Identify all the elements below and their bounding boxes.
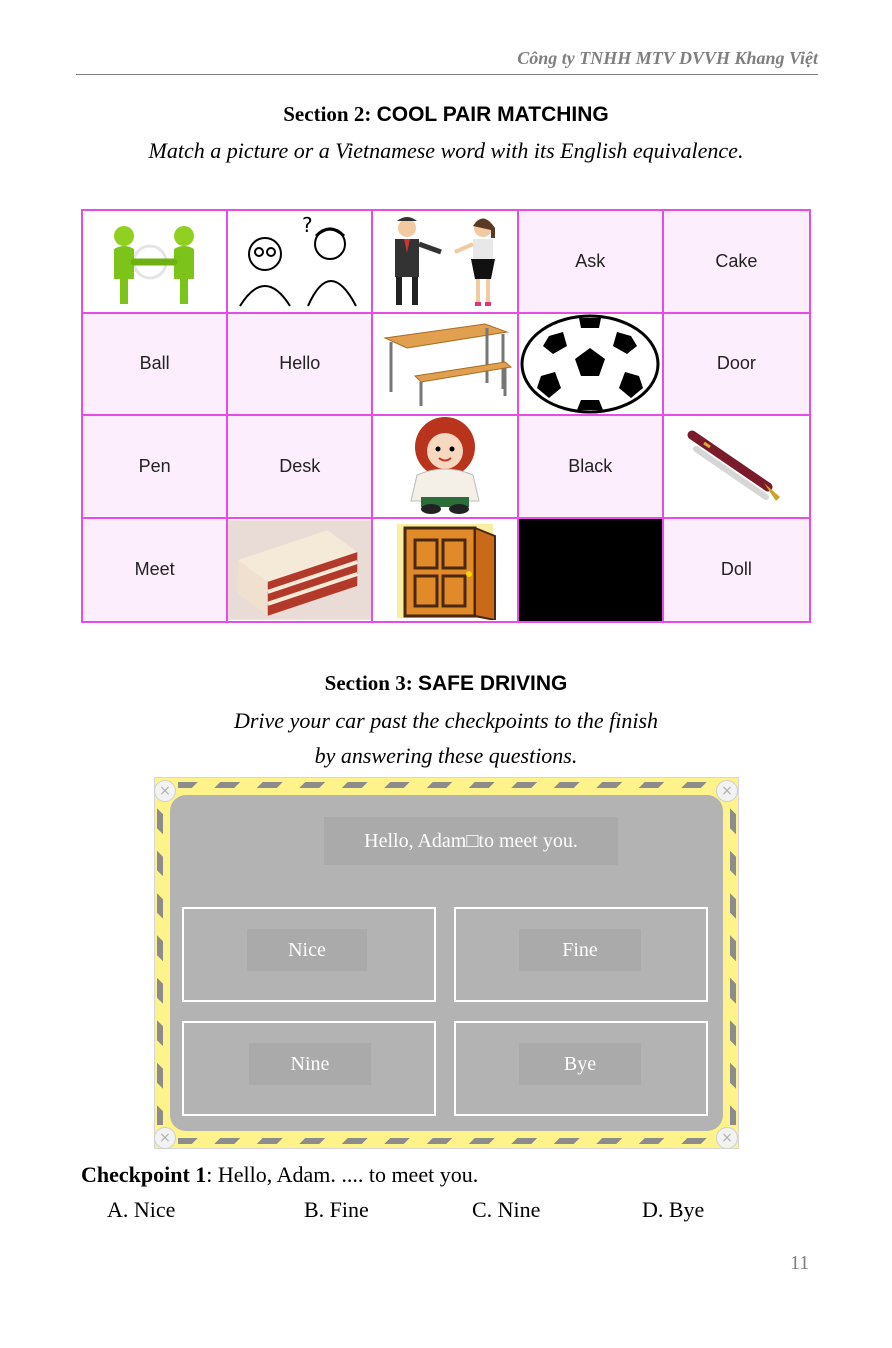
man-woman-greeting-icon (375, 214, 515, 309)
checkpoint-option-d: D. Bye (642, 1197, 705, 1222)
section3-instruction-line2: by answering these questions. (314, 743, 578, 768)
section2-name: COOL PAIR MATCHING (376, 103, 609, 126)
card-handshake[interactable] (83, 211, 228, 314)
track-stripe-bottom (178, 1138, 715, 1144)
section3-name: SAFE DRIVING (417, 672, 568, 695)
corner-close-icon[interactable]: × (154, 1127, 176, 1149)
section3-title: Section 3: SAFE DRIVING (324, 671, 568, 695)
card-word[interactable]: Desk (228, 416, 373, 519)
game-question: Hello, Adam□to meet you. (324, 817, 618, 865)
card-word[interactable]: Meet (83, 519, 228, 622)
handshake-icon (100, 214, 210, 309)
svg-text:?: ? (301, 213, 313, 237)
soccer-ball-icon (519, 314, 661, 414)
checkpoint-option-c: C. Nine (472, 1197, 541, 1222)
card-pen[interactable] (664, 416, 809, 519)
card-desk[interactable] (373, 314, 518, 417)
answer-label: Fine (519, 929, 641, 971)
answer-label: Nice (247, 929, 367, 971)
card-ball[interactable] (519, 314, 664, 417)
card-word[interactable]: Ask (519, 211, 664, 314)
corner-close-icon[interactable]: × (716, 780, 738, 802)
card-door[interactable] (373, 519, 518, 622)
answer-label: Bye (519, 1043, 641, 1085)
fountain-pen-icon (676, 421, 796, 511)
section3-instruction-line1: Drive your car past the checkpoints to the finish (233, 708, 659, 733)
publisher-header: Công ty TNHH MTV DVVH Khang Việt (517, 48, 818, 68)
driving-game (154, 777, 739, 1149)
header-rule (76, 74, 818, 75)
card-word[interactable]: Door (664, 314, 809, 417)
rag-doll-icon (385, 417, 505, 515)
card-asking[interactable] (228, 211, 373, 314)
card-word[interactable]: Pen (83, 416, 228, 519)
answer-label: Nine (249, 1043, 371, 1085)
answer-option-d[interactable] (454, 1021, 708, 1116)
track-stripe-left (157, 801, 163, 1125)
card-word[interactable]: Cake (664, 211, 809, 314)
corner-close-icon[interactable]: × (716, 1127, 738, 1149)
checkpoint-label: Checkpoint 1 (81, 1162, 207, 1187)
card-word[interactable]: Black (519, 416, 664, 519)
card-black[interactable] (519, 519, 664, 622)
wooden-door-icon (375, 520, 515, 620)
asking-people-icon (230, 214, 370, 309)
checkpoint-question (81, 1162, 478, 1188)
cake-slice-icon (228, 520, 371, 620)
page-number: 11 (790, 1252, 810, 1274)
checkpoint-option-b: B. Fine (304, 1197, 369, 1222)
checkpoint-option-a: A. Nice (107, 1197, 176, 1222)
answer-option-c[interactable] (182, 1021, 436, 1116)
answer-option-b[interactable] (454, 907, 708, 1002)
checkpoint-text: : Hello, Adam. .... to meet you. (206, 1162, 479, 1187)
answer-option-a[interactable] (182, 907, 436, 1002)
section2-title: Section 2: COOL PAIR MATCHING (283, 102, 609, 126)
card-word[interactable]: Hello (228, 314, 373, 417)
card-doll[interactable] (373, 416, 518, 519)
desk-bench-icon (375, 316, 515, 411)
section3-label: Section 3 (324, 671, 406, 695)
corner-close-icon[interactable]: × (154, 780, 176, 802)
game-panel (170, 795, 723, 1131)
card-cake[interactable] (228, 519, 373, 622)
track-stripe-right (730, 801, 736, 1125)
matching-grid (81, 209, 811, 623)
track-stripe-top (178, 782, 715, 788)
card-greeting[interactable] (373, 211, 518, 314)
section2-label: Section 2 (283, 102, 365, 126)
card-word[interactable]: Ball (83, 314, 228, 417)
section2-instruction: Match a picture or a Vietnamese word with its English equivalence. (148, 138, 744, 163)
card-word[interactable]: Doll (720, 559, 752, 580)
